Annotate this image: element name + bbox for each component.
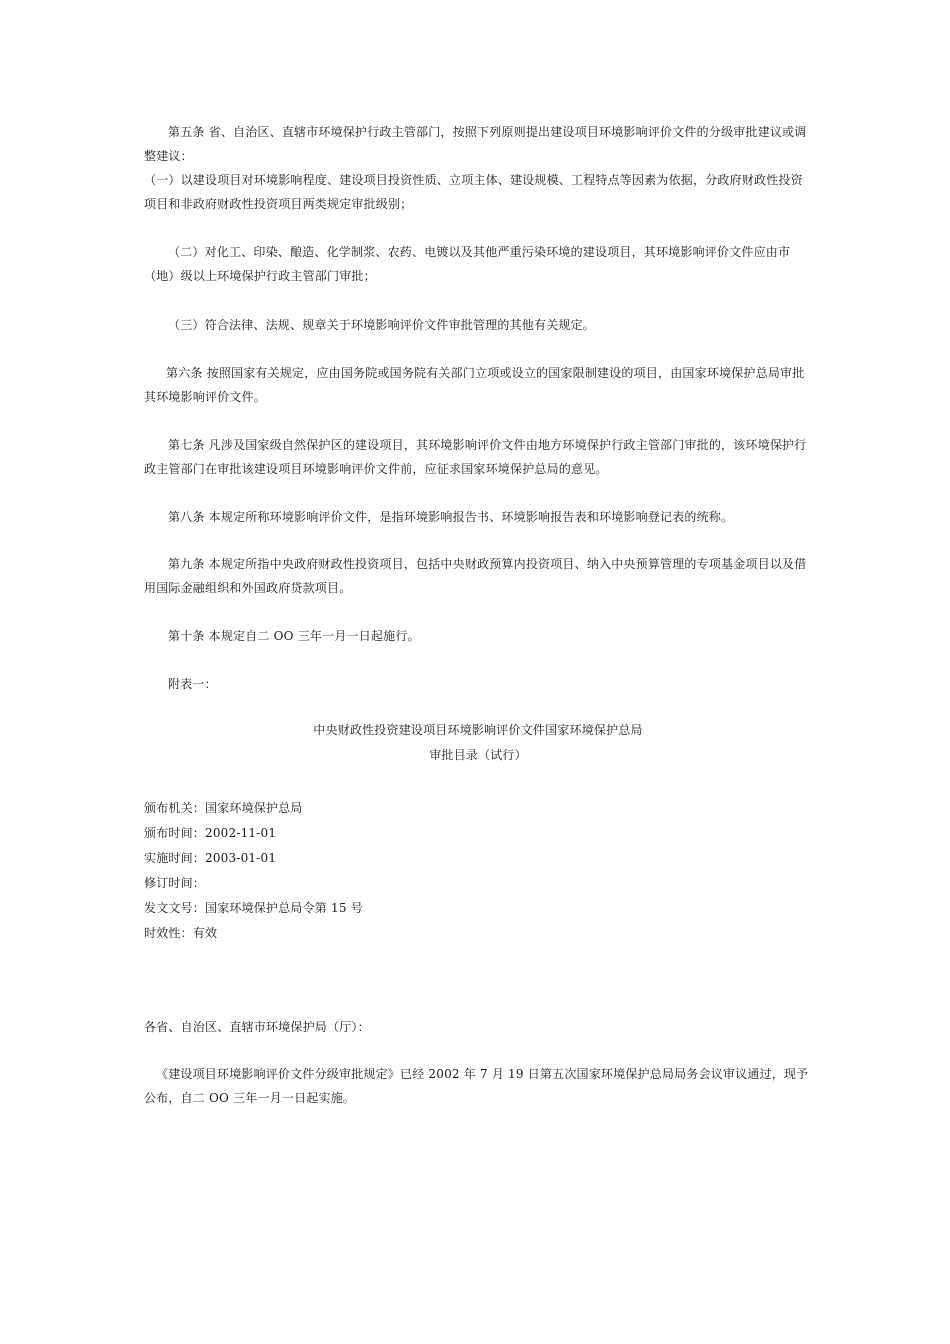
article-5-item-3: （三）符合法律、法规、规章关于环境影响评价文件审批管理的其他有关规定。 [168,318,596,332]
meta-doc-number: 发文文号：国家环境保护总局令第 15 号 [144,901,363,915]
meta-validity: 时效性：有效 [144,926,218,940]
catalog-title-line-1: 中央财政性投资建设项目环境影响评价文件国家环境保护总局 [313,723,643,737]
article-10: 第十条 本规定自二 OO 三年一月一日起施行。 [168,629,420,643]
meta-revised: 修订时间： [144,876,206,890]
meta-effective-date: 实施时间：2003-01-01 [144,851,277,865]
article-5-item-1: （一）以建设项目对环境影响程度、建设项目投资性质、立项主体、建设规模、工程特点等因素为依据，分政府财政性投资项目和非政府财政性投资项目两类规定审批级别； [144,173,803,211]
article-9: 第九条 本规定所指中央政府财政性投资项目，包括中央财政预算内投资项目、纳入中央预算管理的专项基金项目以及借用国际金融组织和外国政府贷款项目。 [144,557,807,595]
article-5-intro: 第五条 省、自治区、直辖市环境保护行政主管部门，按照下列原则提出建设项目环境影响评价文件的分级审批建议或调整建议： [144,125,807,163]
announcement: 《建设项目环境影响评价文件分级审批规定》已经 2002 年 7 月 19 日第五次国家环境保护总局局务会议审议通过，现予公布，自二 OO 三年一月一日起实施。 [144,1067,809,1105]
article-8: 第八条 本规定所称环境影响评价文件，是指环境影响报告书、环境影响报告表和环境影响登记表的统称。 [168,510,734,524]
meta-issue-date: 颁布时间：2002-11-01 [144,826,277,840]
meta-issuer: 颁布机关：国家环境保护总局 [144,801,303,815]
article-6: 第六条 按照国家有关规定，应由国务院或国务院有关部门立项或设立的国家限制建设的项目，由国家环境保护总局审批其环境影响评价文件。 [144,366,805,404]
attachment-label: 附表一： [168,677,217,691]
article-7: 第七条 凡涉及国家级自然保护区的建设项目，其环境影响评价文件由地方环境保护行政主管部门审批的，该环境保护行政主管部门在审批该建设项目环境影响评价文件前，应征求国家环境保护总局的意见。 [144,438,807,476]
salutation: 各省、自治区、直辖市环境保护局（厅）： [144,1020,370,1034]
article-5-item-2: （二）对化工、印染、酿造、化学制浆、农药、电镀以及其他严重污染环境的建设项目，其环境影响评价文件应由市（地）级以上环境保护行政主管部门审批； [144,245,791,283]
catalog-title-line-2: 审批目录（试行） [429,748,527,762]
